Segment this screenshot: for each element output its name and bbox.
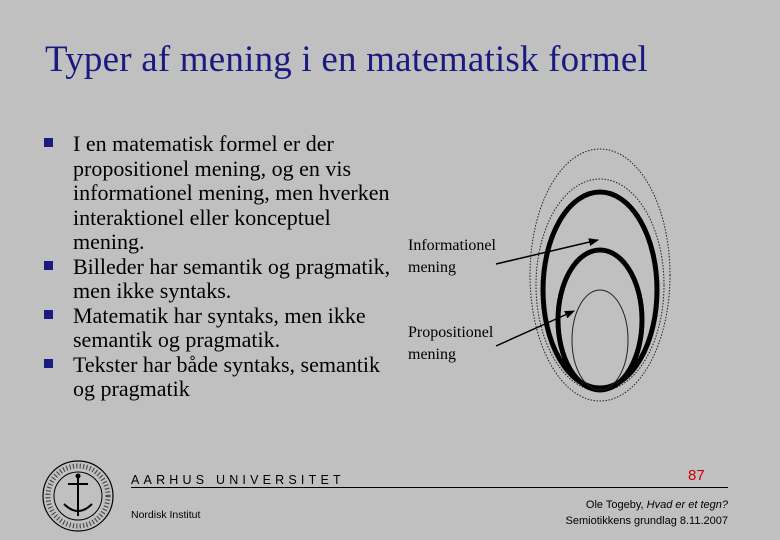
page-number: 87 <box>688 467 705 484</box>
credit-line1 <box>566 497 728 513</box>
label-propositionel-line1: Propositionel <box>408 324 494 341</box>
credit-work: Hvad er et tegn? <box>646 499 728 511</box>
label-informationel-line2: mening <box>408 259 456 276</box>
label-informationel-line1: Informationel <box>408 237 496 254</box>
bullet-text: I en matematisk formel er der propositionel mening, og en vis informationel mening, men hverken interaktionel eller konceptuel mening. <box>73 131 390 254</box>
credit-author: Ole Togeby, <box>585 499 644 511</box>
label-propositionel <box>408 322 493 366</box>
label-informationel <box>408 235 496 279</box>
propositionel-ellipse <box>558 250 642 390</box>
bullet-text: Billeder har semantik og pragmatik, men ikke syntaks. <box>73 253 391 303</box>
slide-title: Typer af mening i en matematisk formel <box>45 39 648 80</box>
university-name: AARHUS UNIVERSITET <box>131 473 345 487</box>
second-dotted-ellipse <box>536 179 664 391</box>
credit-line2: Semiotikkens grundlag 8.11.2007 <box>565 515 728 527</box>
university-seal-icon <box>40 458 116 534</box>
institute-name: Nordisk Institut <box>131 509 201 521</box>
bullet-text: Matematik har syntaks, men ikke semantik og pragmatik. <box>73 302 366 352</box>
footer-divider <box>131 487 728 488</box>
outer-dotted-ellipse <box>530 149 670 401</box>
label-propositionel-line2: mening <box>408 346 456 363</box>
credit <box>566 497 728 529</box>
inner-thin-ellipse <box>572 290 628 390</box>
bullet-text: Tekster har både syntaks, semantik og pragmatik <box>73 351 380 401</box>
